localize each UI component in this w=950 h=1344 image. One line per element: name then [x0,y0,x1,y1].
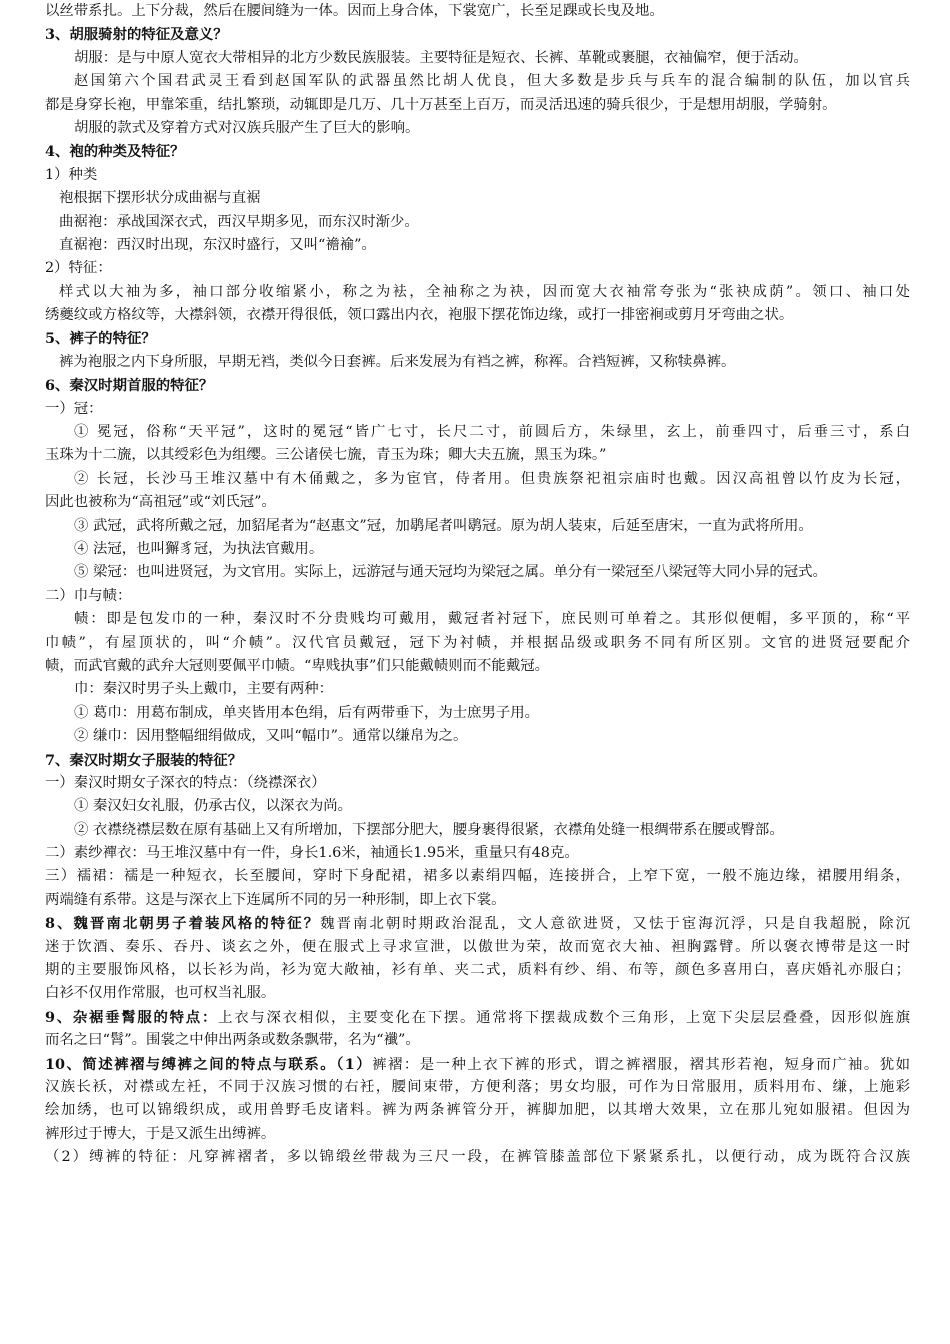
text-line: 2）特征： [45,260,112,277]
text-line: ① 冕冠，俗称“天平冠”，这时的冕冠“皆广七寸，长尺二寸，前圆后方，朱绿里，玄上，前垂四寸，后垂三寸，系白 [74,424,910,441]
text-line: 而名之曰“髾”。围裳之中伸出两条或数条飘带，名为“襳”。 [45,1032,420,1049]
text-line: 赵国第六个国君武灵王看到赵国军队的武器虽然比胡人优良，但大多数是步兵与兵车的混合编制的队伍，加以官兵 [74,73,910,90]
text-line: 胡服的款式及穿着方式对汉族兵服产生了巨大的影响。 [74,119,420,136]
text-line: 裤为袍服之内下身所服，早期无裆，类似今日套裤。后来发展为有裆之裤，称裈。合裆短裤，又称犊鼻裤。 [59,353,736,370]
answer-text: 裤褶：是一种上衣下裤的形式，谓之裤褶服，褶其形若袍，短身而广袖。犹如 [372,1056,910,1073]
text-line: 样式以大袖为多，袖口部分收缩紧小，称之为袪，全袖称之为袂，因而宽大衣袖常夸张为“张袂成荫”。领口、袖口处 [59,283,910,300]
text-line: 7、秦汉时期女子服装的特征？ [45,751,243,769]
answer-text: 上衣与深衣相似，主要变化在下摆。通常将下摆裁成数个三角形，上宽下尖层层叠叠，因形似旌旗 [218,1009,910,1026]
question-heading: 8、魏晋南北朝男子着装风格的特征？ [45,915,321,933]
text-line: 巾：秦汉时男子头上戴巾，主要有两种： [74,681,334,698]
text-line [45,1006,910,1029]
text-line: 以丝带系扎。上下分裁，然后在腰间缝为一体。因而上身合体，下裳宽广，长至足踝或长曳及地。 [45,3,664,19]
text-line: 直裾袍：西汉时出现，东汉时盛行，又叫“襜褕”。 [59,236,376,253]
text-line: 3、胡服骑射的特征及意义？ [45,26,228,44]
text-line: 二）素纱襌衣：马王堆汉墓中有一件，身长1.6米，袖通长1.95米，重量只有48克。 [45,845,579,862]
question-heading: 9、杂裾垂髾服的特点： [45,1008,219,1026]
text-line: 一）冠： [45,400,103,417]
answer-text: 魏晋南北朝时期政治混乱，文人意欲进贤，又怯于宦海沉浮，只是自我超脱，除沉 [320,916,910,933]
text-line: 二）巾与帻： [45,587,132,604]
text-line: 白衫不仅用作常服，也可权当礼服。 [45,985,276,1002]
text-line: （2）缚裤的特征：凡穿裤褶者，多以锦缎丝带裁为三尺一段，在裤管膝盖部位下紧紧系扎，以便行动，成为既符合汉族 [45,1149,910,1166]
text-line: 两端缝有系带。这是与深衣上下连属所不同的另一种形制，即上衣下裳。 [45,891,506,908]
document-page [45,0,910,1170]
text-line: 巾帻”，有屋顶状的，叫“介帻”。汉代官员戴冠，冠下为衬帻，并根据品级或职务不同有所区别。文官的进贤冠要配介 [45,634,910,651]
text-line: ⑤ 梁冠：也叫进贤冠，为文官用。实际上，远游冠与通天冠均为梁冠之属。单分有一梁冠至八梁冠等大同小异的冠式。 [74,564,827,581]
text-line: 帻：即是包发巾的一种，秦汉时不分贵贱均可戴用，戴冠者衬冠下，庶民则可单着之。其形似便帽，多平顶的，称“平 [74,611,910,628]
text-line: 三）襦裙：襦是一种短衣，长至腰间，穿时下身配裙，裙多以素绢四幅，连接拼合，上窄下宽，一般不施边缘，裙腰用绢条， [45,868,910,885]
text-line: 1）种类 [45,166,98,183]
text-line: 一）秦汉时期女子深衣的特点：（绕襟深衣） [45,774,326,791]
text-line: 因此也被称为“高祖冠”或“刘氏冠”。 [45,494,276,511]
text-line: 帻，而武官戴的武弁大冠则要佩平巾帻。“卑贱执事”们只能戴帻则而不能戴冠。 [45,657,549,674]
text-line: 裤形过于博大，于是又派生出缚裤。 [45,1125,276,1142]
text-line: 汉族长袄，对襟或左衽，不同于汉族习惯的右衽，腰间束带，方便利落；男女均服，可作为日常服用，质料用布、缣，上施彩 [45,1078,910,1095]
text-line: 5、裤子的特征？ [45,330,156,348]
text-line: ② 缣巾：因用整幅细绢做成，又叫“幅巾”。通常以缣帛为之。 [74,728,468,745]
text-line: 绣夔纹或方格纹等，大襟斜领，衣襟开得很低，领口露出内衣，袍服下摆花饰边缘，或打一排密裥或剪月牙弯曲之状。 [45,307,794,324]
text-line: ① 葛巾：用葛布制成，单夹皆用本色绢，后有两带垂下，为士庶男子用。 [74,704,540,721]
text-line: 玉珠为十二旒，以其绶彩色为组缨。三公诸侯七旒，青玉为珠；卿大夫五旒，黑玉为珠。” [45,447,607,464]
text-line: ① 秦汉妇女礼服，仍承古仪，以深衣为尚。 [74,798,352,815]
text-line: 期的主要服饰风格，以长衫为尚，衫为宽大敞袖，衫有单、夹二式，质料有纱、绢、布等，颜色多喜用白，喜庆婚礼亦服白； [45,962,910,979]
text-line: 袍根据下摆形状分成曲裾与直裾 [59,190,261,207]
text-line: 6、秦汉时期首服的特征？ [45,377,214,395]
text-line: 4、袍的种类及特征？ [45,143,185,161]
text-line: ④ 法冠，也叫獬豸冠，为执法官戴用。 [74,540,324,557]
text-line [45,1053,910,1076]
text-line: 迷于饮酒、奏乐、吞丹、谈玄之外，便在服式上寻求宣泄，以傲世为荣，故而宽衣大袖、袒胸露臂。所以褒衣博带是这一时 [45,938,910,955]
text-line: 胡服：是与中原人宽衣大带相异的北方少数民族服装。主要特征是短衣、长裤、革靴或裹腿，衣袖偏窄，便于活动。 [74,49,808,66]
text-line: 都是身穿长袍，甲靠笨重，结扎繁琐，动辄即是几万、几十万甚至上百万，而灵活迅速的骑兵很少，于是想用胡服，学骑射。 [45,96,837,113]
text-line: ② 衣襟绕襟层数在原有基础上又有所增加，下摆部分肥大，腰身裹得很紧，衣襟角处缝一根绸带系在腰或臀部。 [74,821,784,838]
text-line [45,912,910,935]
text-line: 绘加绣，也可以锦缎织成，或用兽野毛皮诸料。裤为两条裤管分开，裤脚加肥，以其增大效果，立在那儿宛如服裙。但因为 [45,1102,910,1119]
text-line: 曲裾袍：承战国深衣式，西汉早期多见，而东汉时渐少。 [59,213,419,230]
text-line: ② 长冠，长沙马王堆汉墓中有木俑戴之，多为宦官，侍者用。但贵族祭祀祖宗庙时也戴。因汉高祖曾以竹皮为长冠， [74,470,910,487]
text-line: ③ 武冠，武将所戴之冠，加貂尾者为“赵惠文”冠，加鹖尾者叫鹖冠。原为胡人装束，后延至唐宋，一直为武将所用。 [74,517,813,534]
question-heading: 10、简述裤褶与缚裤之间的特点与联系。（1） [45,1055,373,1073]
